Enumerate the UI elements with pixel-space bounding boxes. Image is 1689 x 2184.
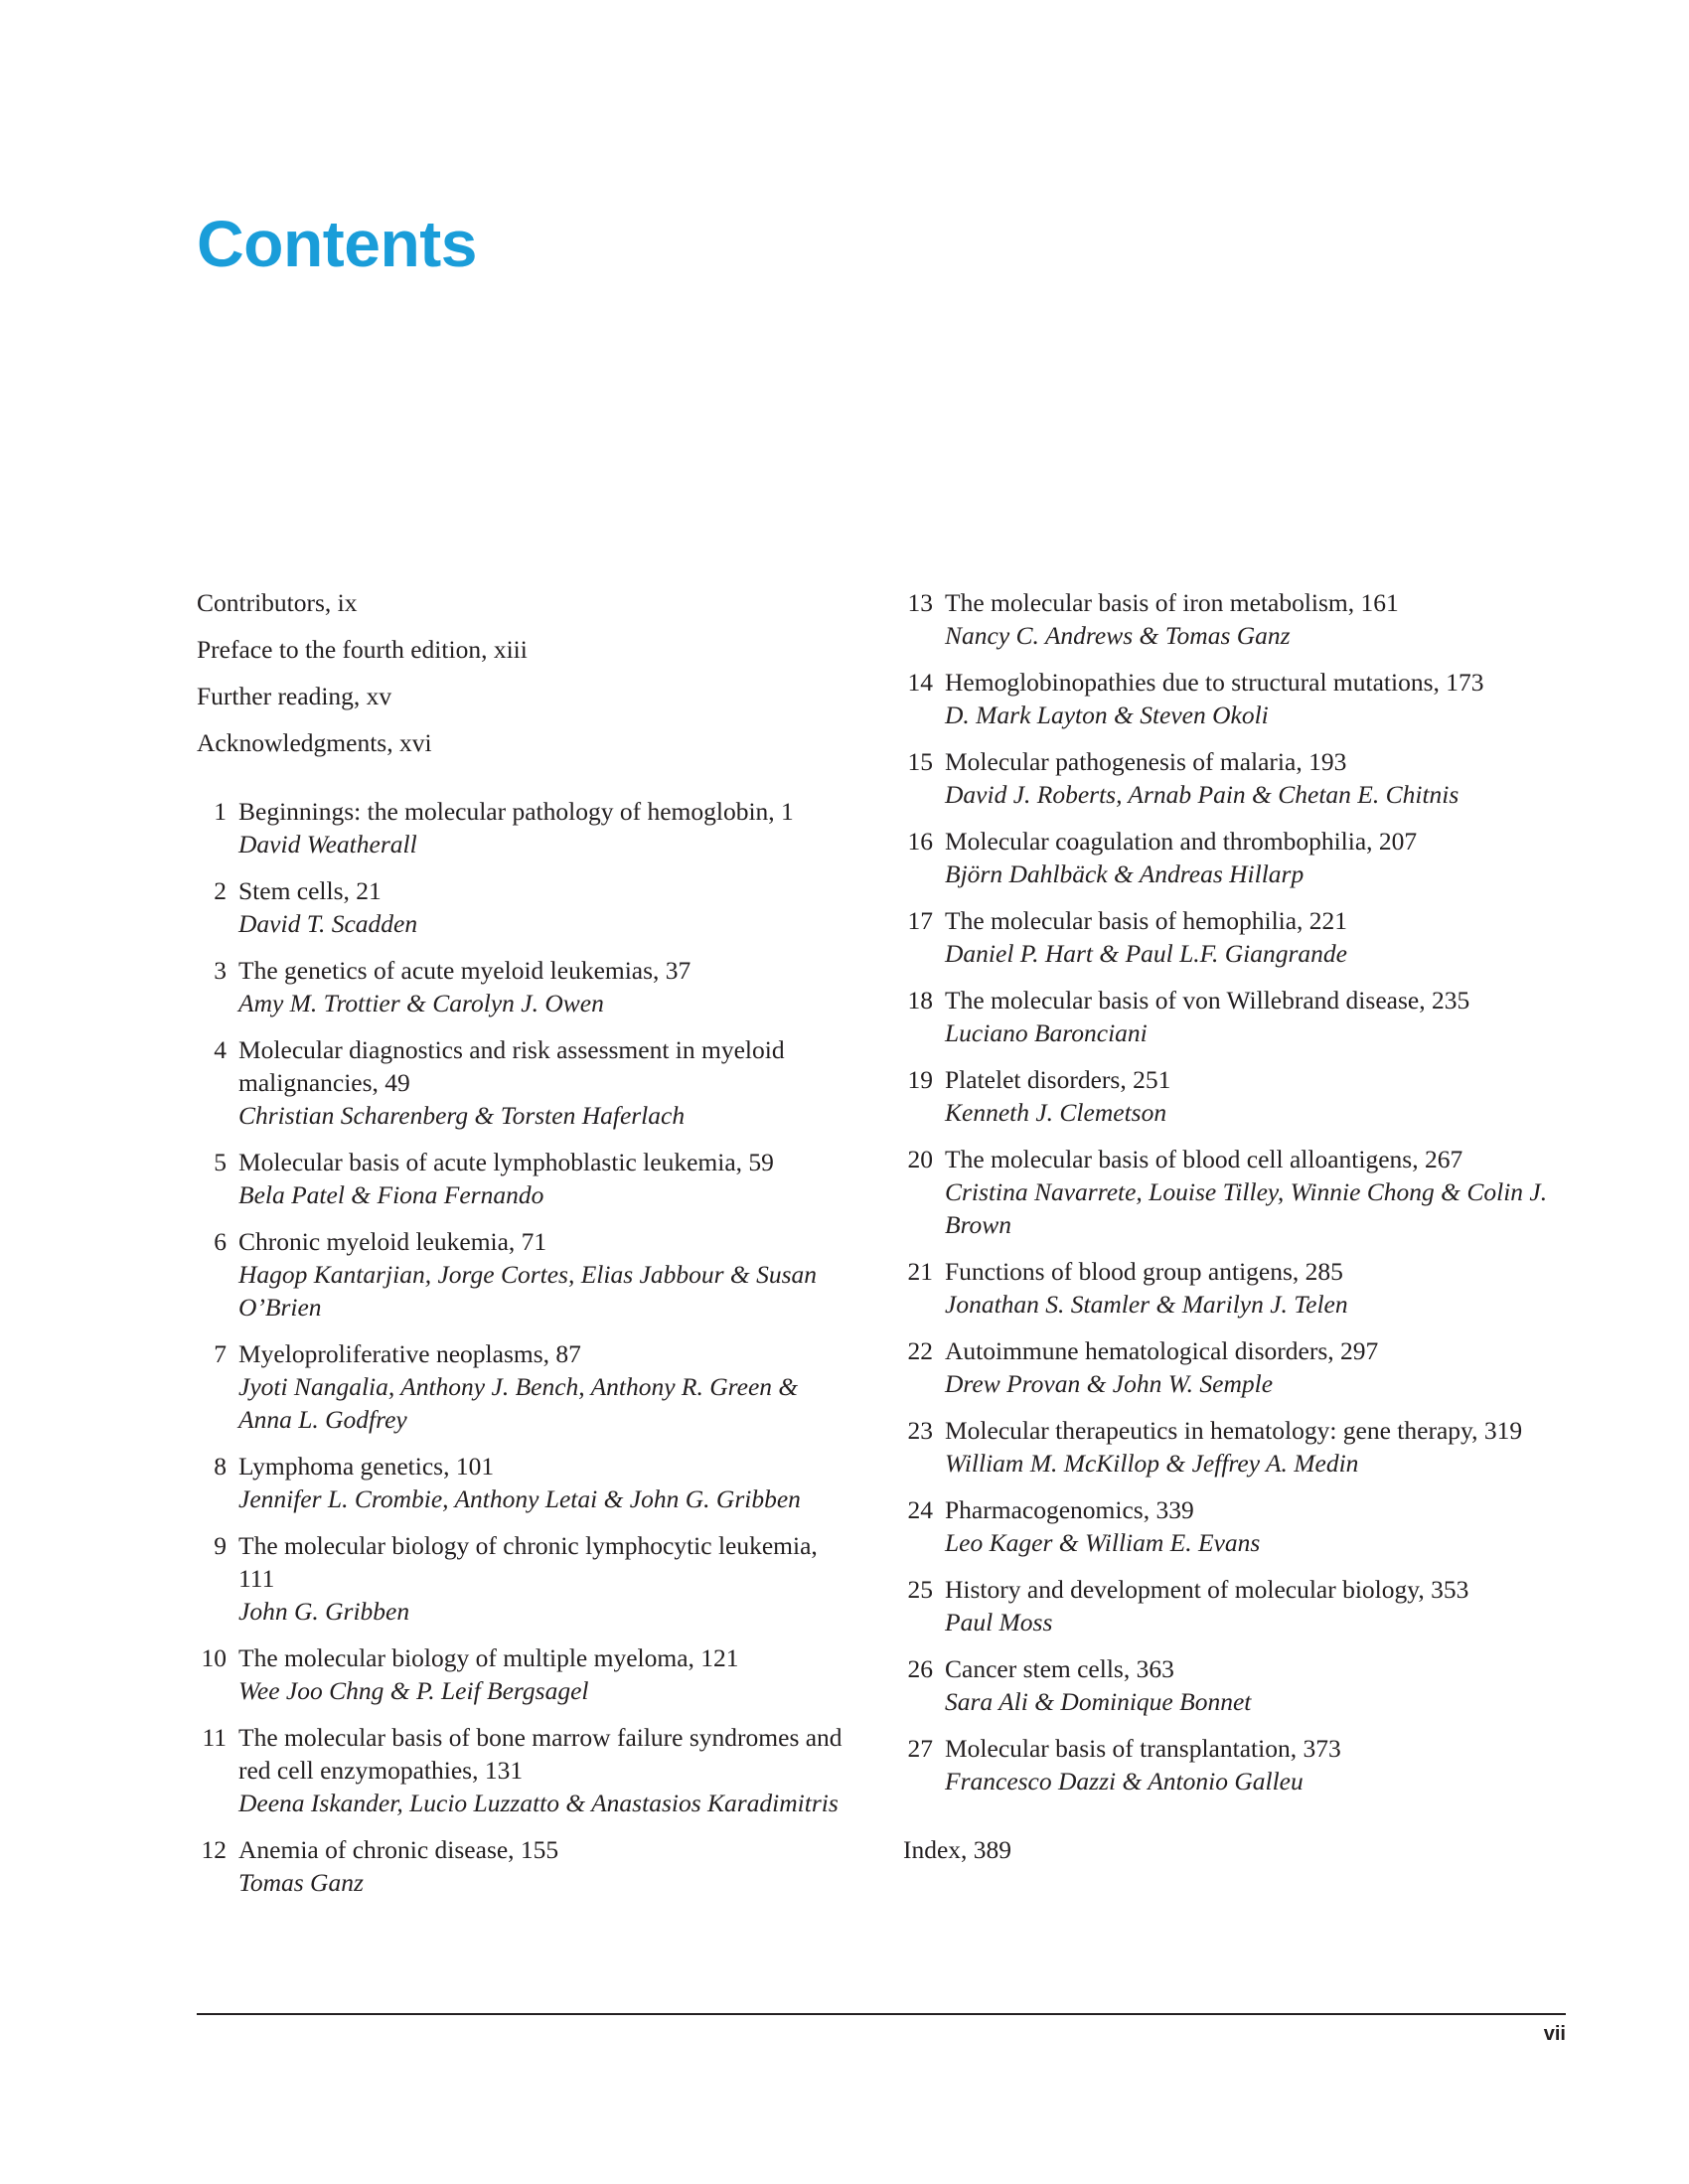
chapter-number: 20 [907, 1145, 933, 1173]
chapter-title: Stem cells, 21 [238, 876, 382, 905]
chapter-authors: Jennifer L. Crombie, Anthony Letai & John G. Gribben [238, 1484, 801, 1513]
chapter-title: Pharmacogenomics, 339 [945, 1495, 1194, 1524]
chapter-title: Molecular basis of acute lymphoblastic leukemia, 59 [238, 1148, 774, 1176]
chapter-number: 11 [202, 1723, 227, 1752]
chapter-number: 10 [201, 1643, 227, 1672]
toc-chapter-13[interactable] [903, 586, 1559, 652]
toc-chapter-27[interactable] [903, 1732, 1559, 1797]
chapter-number: 14 [907, 668, 933, 697]
toc-chapter-25[interactable] [903, 1573, 1559, 1638]
toc-chapter-3[interactable] [197, 954, 852, 1019]
chapter-number: 6 [214, 1227, 227, 1256]
chapter-number: 12 [201, 1835, 227, 1864]
chapter-number: 7 [214, 1339, 227, 1368]
chapter-authors: Björn Dahlbäck & Andreas Hillarp [945, 859, 1305, 888]
chapter-number: 27 [907, 1734, 933, 1763]
toc-chapter-23[interactable] [903, 1414, 1559, 1480]
chapter-number: 16 [907, 827, 933, 856]
chapter-authors: Jyoti Nangalia, Anthony J. Bench, Anthony R. Green & Anna L. Godfrey [238, 1372, 799, 1434]
chapter-authors: John G. Gribben [238, 1597, 410, 1626]
chapter-number: 8 [214, 1452, 227, 1481]
toc-chapter-10[interactable] [197, 1641, 852, 1707]
chapter-title: Anemia of chronic disease, 155 [238, 1835, 559, 1864]
chapter-title: The genetics of acute myeloid leukemias, 37 [238, 956, 691, 985]
toc-chapter-21[interactable] [903, 1255, 1559, 1321]
chapter-number: 18 [907, 986, 933, 1014]
chapter-title: History and development of molecular biology, 353 [945, 1575, 1469, 1604]
chapter-authors: Sara Ali & Dominique Bonnet [945, 1687, 1252, 1716]
toc-chapter-6[interactable] [197, 1225, 852, 1324]
toc-entry-preface[interactable]: Preface to the fourth edition, xiii [197, 635, 528, 664]
chapter-authors: Luciano Baronciani [945, 1018, 1148, 1047]
chapter-title: Hemoglobinopathies due to structural mutations, 173 [945, 668, 1484, 697]
toc-chapter-8[interactable] [197, 1450, 852, 1515]
chapter-number: 1 [214, 797, 227, 826]
toc-chapter-15[interactable] [903, 745, 1559, 811]
toc-entry-contributors[interactable]: Contributors, ix [197, 588, 358, 617]
chapter-number: 9 [214, 1531, 227, 1560]
chapter-number: 19 [907, 1065, 933, 1094]
toc-column-right [903, 586, 1559, 1866]
chapter-authors: Nancy C. Andrews & Tomas Ganz [945, 621, 1291, 650]
chapter-title: Lymphoma genetics, 101 [238, 1452, 495, 1481]
toc-chapter-1[interactable] [197, 795, 852, 860]
chapter-authors: David T. Scadden [238, 909, 418, 938]
footer-rule [197, 2013, 1566, 2015]
chapter-title: The molecular biology of multiple myeloma, 121 [238, 1643, 739, 1672]
chapter-number: 26 [907, 1654, 933, 1683]
chapter-authors: Francesco Dazzi & Antonio Galleu [945, 1767, 1304, 1795]
chapter-title: The molecular basis of von Willebrand disease, 235 [945, 986, 1470, 1014]
toc-chapter-20[interactable] [903, 1143, 1559, 1241]
chapter-title: Functions of blood group antigens, 285 [945, 1257, 1343, 1286]
front-matter-list [197, 586, 852, 759]
chapter-title: Myeloproliferative neoplasms, 87 [238, 1339, 581, 1368]
toc-chapter-7[interactable] [197, 1337, 852, 1436]
chapter-authors: Kenneth J. Clemetson [945, 1098, 1167, 1127]
toc-chapter-4[interactable] [197, 1033, 852, 1132]
chapter-number: 2 [214, 876, 227, 905]
toc-column-left [197, 586, 852, 1913]
chapter-number: 23 [907, 1416, 933, 1445]
chapter-authors: Cristina Navarrete, Louise Tilley, Winnie Chong & Colin J. Brown [945, 1177, 1548, 1239]
toc-chapter-12[interactable] [197, 1833, 852, 1899]
chapter-authors: Drew Provan & John W. Semple [945, 1369, 1274, 1398]
toc-chapter-24[interactable] [903, 1493, 1559, 1559]
chapter-authors: Hagop Kantarjian, Jorge Cortes, Elias Jabbour & Susan O’Brien [238, 1260, 818, 1322]
chapter-number: 25 [907, 1575, 933, 1604]
chapter-number: 5 [214, 1148, 227, 1176]
toc-chapter-18[interactable] [903, 984, 1559, 1049]
toc-entry-index[interactable]: Index, 389 [903, 1835, 1012, 1864]
chapter-number: 15 [907, 747, 933, 776]
chapter-authors: Leo Kager & William E. Evans [945, 1528, 1261, 1557]
chapter-authors: William M. McKillop & Jeffrey A. Medin [945, 1449, 1359, 1478]
chapter-title: The molecular biology of chronic lymphocytic leukemia, 111 [238, 1531, 818, 1593]
chapter-title: The molecular basis of bone marrow failure syndromes and red cell enzymopathies, 131 [238, 1723, 843, 1785]
toc-chapter-5[interactable] [197, 1146, 852, 1211]
toc-chapter-16[interactable] [903, 825, 1559, 890]
chapter-title: Molecular pathogenesis of malaria, 193 [945, 747, 1347, 776]
toc-entry-further-reading[interactable]: Further reading, xv [197, 682, 392, 710]
chapter-title: Molecular diagnostics and risk assessment in myeloid malignancies, 49 [238, 1035, 785, 1097]
toc-chapter-22[interactable] [903, 1334, 1559, 1400]
chapter-number: 3 [214, 956, 227, 985]
chapter-title: Molecular coagulation and thrombophilia, 207 [945, 827, 1418, 856]
toc-chapter-19[interactable] [903, 1063, 1559, 1129]
chapter-authors: Wee Joo Chng & P. Leif Bergsagel [238, 1676, 589, 1705]
page-number: vii [1543, 2023, 1566, 2045]
toc-chapter-11[interactable] [197, 1721, 852, 1819]
chapter-title: Platelet disorders, 251 [945, 1065, 1171, 1094]
chapter-title: Cancer stem cells, 363 [945, 1654, 1174, 1683]
chapter-number: 4 [214, 1035, 227, 1064]
toc-chapter-9[interactable] [197, 1529, 852, 1628]
toc-chapter-14[interactable] [903, 666, 1559, 731]
chapter-title: Molecular therapeutics in hematology: gene therapy, 319 [945, 1416, 1523, 1445]
chapter-title: The molecular basis of iron metabolism, 161 [945, 588, 1399, 617]
chapter-authors: D. Mark Layton & Steven Okoli [945, 701, 1269, 729]
chapter-title: The molecular basis of blood cell alloantigens, 267 [945, 1145, 1463, 1173]
chapter-authors: David J. Roberts, Arnab Pain & Chetan E. Chitnis [945, 780, 1459, 809]
chapter-authors: Tomas Ganz [238, 1868, 364, 1897]
chapter-title: Beginnings: the molecular pathology of hemoglobin, 1 [238, 797, 794, 826]
chapter-title: Autoimmune hematological disorders, 297 [945, 1336, 1379, 1365]
chapter-title: Molecular basis of transplantation, 373 [945, 1734, 1341, 1763]
chapter-authors: Deena Iskander, Lucio Luzzatto & Anastasios Karadimitris [238, 1789, 839, 1817]
toc-chapter-2[interactable] [197, 874, 852, 940]
chapter-authors: Christian Scharenberg & Torsten Haferlach [238, 1101, 686, 1130]
toc-chapter-17[interactable] [903, 904, 1559, 970]
chapter-authors: Jonathan S. Stamler & Marilyn J. Telen [945, 1290, 1348, 1319]
chapter-number: 22 [907, 1336, 933, 1365]
chapter-authors: Bela Patel & Fiona Fernando [238, 1180, 544, 1209]
page-title: Contents [197, 207, 477, 280]
chapter-number: 17 [907, 906, 933, 935]
chapter-authors: Daniel P. Hart & Paul L.F. Giangrande [945, 939, 1347, 968]
toc-entry-acknowledgments[interactable]: Acknowledgments, xvi [197, 728, 432, 757]
chapter-title: Chronic myeloid leukemia, 71 [238, 1227, 547, 1256]
chapter-title: The molecular basis of hemophilia, 221 [945, 906, 1348, 935]
chapter-number: 21 [907, 1257, 933, 1286]
chapter-authors: Paul Moss [945, 1608, 1053, 1637]
toc-chapter-26[interactable] [903, 1652, 1559, 1718]
chapter-authors: David Weatherall [238, 830, 417, 858]
chapter-authors: Amy M. Trottier & Carolyn J. Owen [238, 989, 604, 1017]
chapter-number: 24 [907, 1495, 933, 1524]
chapter-number: 13 [907, 588, 933, 617]
